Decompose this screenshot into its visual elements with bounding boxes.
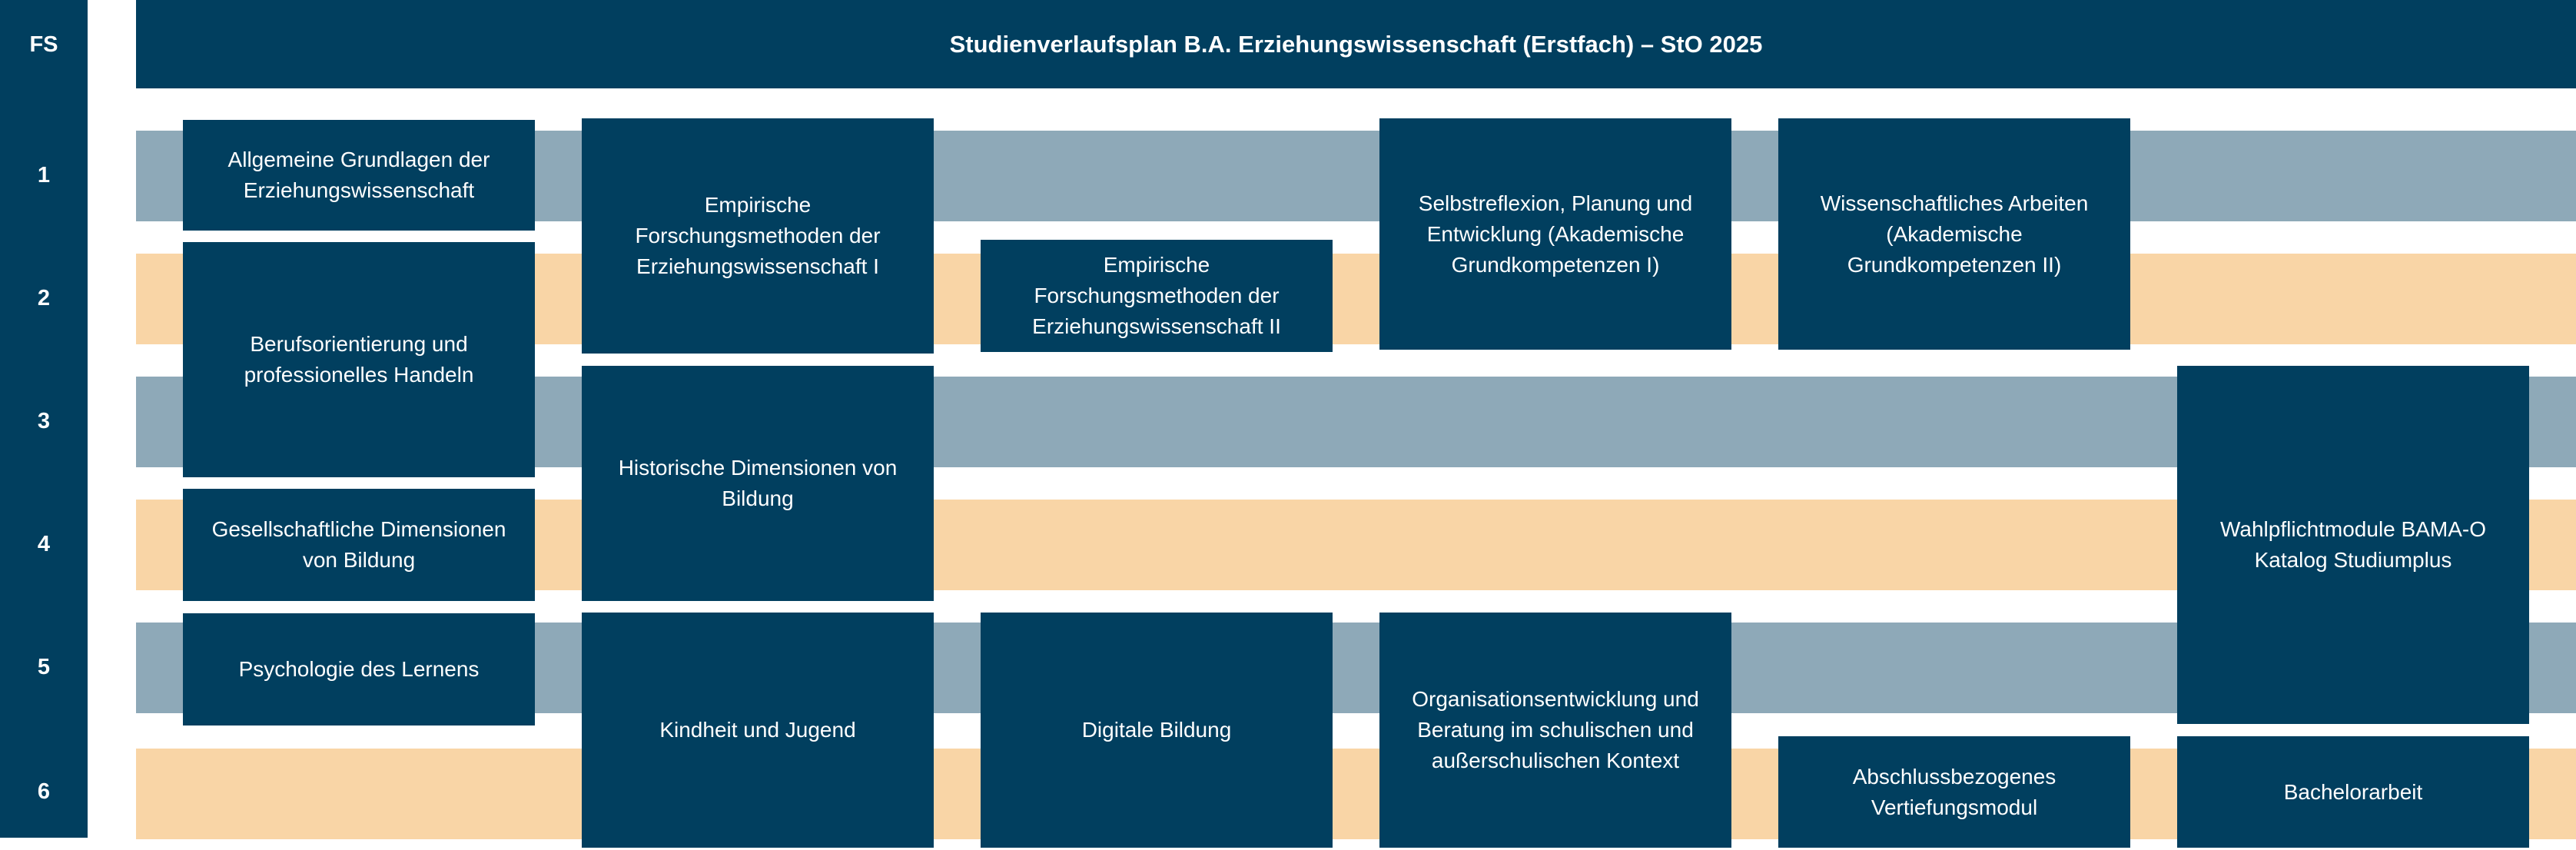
semester-label-6: 6: [37, 779, 51, 804]
module-abschlussbezogenes-vertiefungsmodul: Abschlussbezogenes Vertiefungsmodul: [1778, 736, 2130, 848]
module-wahlpflichtmodule: Wahlpflichtmodule BAMA-O Katalog Studiumplus: [2177, 366, 2529, 724]
module-empirische-forschungsmethoden-2: Empirische Forschungsmethoden der Erziehungswissenschaft II: [981, 240, 1333, 352]
module-wissenschaftliches-arbeiten: Wissenschaftliches Arbeiten (Akademische Grundkompetenzen II): [1778, 118, 2130, 350]
module-psychologie-des-lernens: Psychologie des Lernens: [183, 613, 535, 725]
module-historische-dimensionen: Historische Dimensionen von Bildung: [582, 366, 934, 601]
module-bachelorarbeit: Bachelorarbeit: [2177, 736, 2529, 848]
module-empirische-forschungsmethoden-1: Empirische Forschungsmethoden der Erziehungswissenschaft I: [582, 118, 934, 354]
semester-label-5: 5: [37, 655, 51, 679]
semester-header: FS: [29, 32, 58, 57]
semester-label-2: 2: [37, 286, 51, 310]
module-digitale-bildung: Digitale Bildung: [981, 613, 1333, 848]
semester-label-1: 1: [37, 163, 51, 188]
module-selbstreflexion: Selbstreflexion, Planung und Entwicklung (Akademische Grundkompetenzen I): [1379, 118, 1731, 350]
page-title: Studienverlaufsplan B.A. Erziehungswissenschaft (Erstfach) – StO 2025: [136, 0, 2576, 88]
module-gesellschaftliche-dimensionen: Gesellschaftliche Dimensionen von Bildung: [183, 489, 535, 601]
semester-label-3: 3: [37, 409, 51, 433]
module-berufsorientierung: Berufsorientierung und professionelles Handeln: [183, 242, 535, 477]
semester-column: [0, 0, 88, 838]
module-allgemeine-grundlagen: Allgemeine Grundlagen der Erziehungswissenschaft: [183, 120, 535, 231]
module-organisationsentwicklung: Organisationsentwicklung und Beratung im schulischen und außerschulischen Kontext: [1379, 613, 1731, 848]
module-kindheit-und-jugend: Kindheit und Jugend: [582, 613, 934, 848]
semester-label-4: 4: [37, 532, 51, 556]
